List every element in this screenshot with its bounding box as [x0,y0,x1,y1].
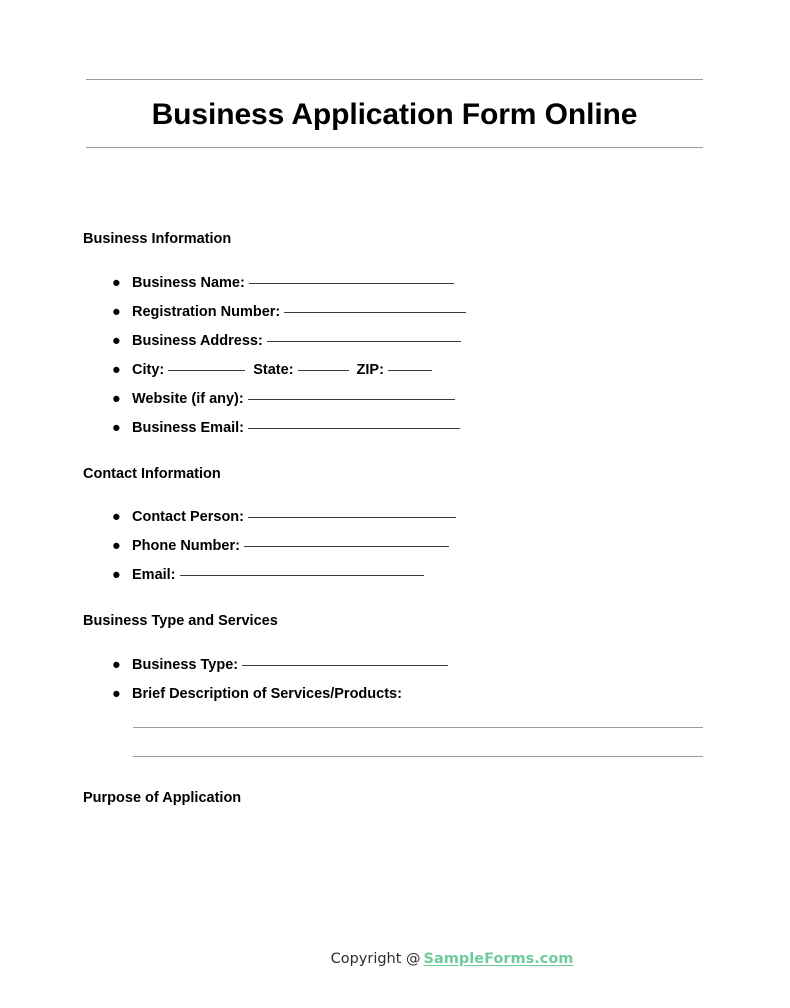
page-title: Business Application Form Online [151,98,638,131]
form-field-row [112,687,402,702]
field-label: Phone Number: [132,538,240,554]
form-field-row [112,392,457,407]
bullet-icon: ● [112,657,121,673]
field-blank-line[interactable] [249,283,454,284]
field-label: State: [253,362,294,378]
form-field-row [112,421,462,436]
title-block [86,79,703,148]
field-blank-line[interactable] [180,575,424,576]
form-field-row [112,568,426,583]
field-label: Website (if any): [132,391,244,407]
field-label: Email: [132,567,176,583]
field-label: Business Name: [132,275,245,291]
field-blank-line[interactable] [248,428,460,429]
section-heading: Purpose of Application [83,790,242,806]
field-label: Brief Description of Services/Products: [132,686,402,702]
form-field-row [112,305,468,320]
sampleforms-link[interactable]: SampleForms.com [423,951,574,967]
field-blank-line[interactable] [284,312,466,313]
bullet-icon: ● [112,509,121,525]
form-field-row [112,334,463,349]
bullet-icon: ● [112,333,121,349]
field-blank-line[interactable] [168,370,245,371]
bullet-icon: ● [112,362,121,378]
bullet-icon: ● [112,304,121,320]
field-label: City: [132,362,165,378]
form-field-row [112,276,456,291]
field-blank-line[interactable] [388,370,432,371]
form-field-row [112,363,434,378]
field-label: Business Address: [132,333,263,349]
description-blank-line[interactable] [133,727,703,728]
bullet-icon: ● [112,686,121,702]
description-blank-line[interactable] [133,756,703,757]
section-heading: Business Information [83,231,232,247]
copyright-text: Copyright @ [330,951,421,967]
field-blank-line[interactable] [298,370,349,371]
field-label: Registration Number: [132,304,281,320]
section-heading: Contact Information [83,466,221,482]
field-blank-line[interactable] [267,341,461,342]
bullet-icon: ● [112,538,121,554]
footer [0,951,790,967]
title-rule-bottom [86,147,703,148]
field-label: ZIP: [356,362,384,378]
bullet-icon: ● [112,275,121,291]
bullet-icon: ● [112,567,121,583]
field-label: Contact Person: [132,509,244,525]
bullet-icon: ● [112,420,121,436]
field-label: Business Type: [132,657,239,673]
field-blank-line[interactable] [244,546,449,547]
field-blank-line[interactable] [248,517,456,518]
form-field-row [112,658,450,673]
section-heading: Business Type and Services [83,613,278,629]
field-blank-line[interactable] [248,399,455,400]
field-blank-line[interactable] [242,665,448,666]
field-label: Business Email: [132,420,245,436]
form-field-row [112,539,451,554]
bullet-icon: ● [112,391,121,407]
form-field-row [112,510,458,525]
